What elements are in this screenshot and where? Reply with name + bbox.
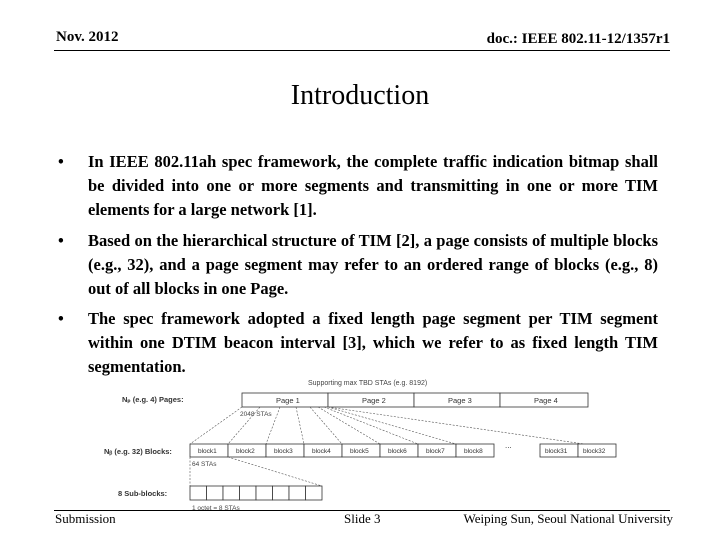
bullet-item: [58, 229, 658, 301]
bullet-item: [58, 307, 658, 379]
page-sta-label: 2048 STAs: [240, 411, 272, 418]
subblocks-label: 8 Sub-blocks:: [118, 489, 168, 498]
footer-slide-number: Slide 3: [344, 511, 381, 526]
page-label: Page 1: [276, 396, 300, 405]
header-date: Nov. 2012: [56, 29, 119, 45]
bullet-text: Based on the hierarchical structure of TIM [2], a page consists of multiple blocks (e.g., 32), and a page segment may refer to an ordered range of blocks (e.g., 8) out of all blocks in one Page.: [88, 231, 658, 298]
subblock-box: [306, 486, 323, 500]
subblock-box: [190, 486, 207, 500]
block-label: block6: [388, 448, 407, 455]
block-label: block2: [236, 448, 255, 455]
bullet-text: The spec framework adopted a fixed length page segment per TIM segment within one DTIM beacon interval [3], which we refer to as fixed length TIM segmentation.: [88, 309, 658, 376]
block-sta-label: 64 STAs: [192, 461, 217, 468]
subblock-box: [240, 486, 257, 500]
block-label: block7: [426, 448, 445, 455]
slide-title: Introduction: [290, 80, 430, 111]
subblock-box: [207, 486, 224, 500]
footer-author: Weiping Sun, Seoul National University: [463, 511, 673, 526]
bullet-dot: •: [58, 231, 64, 250]
page-label: Page 4: [534, 396, 558, 405]
pages-label: Nₚ (e.g. 4) Pages:: [122, 395, 184, 404]
block-label: block8: [464, 448, 483, 455]
subblock-box: [256, 486, 273, 500]
bullet-dot: •: [58, 152, 64, 171]
subblock-box: [273, 486, 290, 500]
subblock-box: [289, 486, 306, 500]
block-label: block31: [545, 448, 568, 455]
block-label: block32: [583, 448, 606, 455]
bullet-item: [58, 150, 658, 222]
footer-submission: Submission: [55, 511, 116, 526]
tim-hierarchy-diagram: [100, 376, 660, 514]
block-label: block1: [198, 448, 217, 455]
page-label: Page 2: [362, 396, 386, 405]
subblock-box: [223, 486, 240, 500]
subblocks-row: [190, 486, 322, 500]
header-doc-id: doc.: IEEE 802.11-12/1357r1: [486, 31, 670, 47]
blocks-label: Nᵦ (e.g. 32) Blocks:: [104, 447, 172, 456]
blocks-ellipsis: ...: [505, 441, 512, 450]
diagram-top-label: Supporting max TBD STAs (e.g. 8192): [308, 380, 428, 387]
block-label: block3: [274, 448, 293, 455]
bullet-text: In IEEE 802.11ah spec framework, the complete traffic indication bitmap shall be divided into one or more segments and transmitting in one or more TIM elements for a large network [1].: [88, 152, 658, 219]
octet-label: 1 octet = 8 STAs: [192, 505, 240, 512]
bullet-dot: •: [58, 309, 64, 328]
blocks-row: [190, 441, 616, 457]
block-label: block5: [350, 448, 369, 455]
page-label: Page 3: [448, 396, 472, 405]
header-divider: [54, 50, 670, 51]
block-label: block4: [312, 448, 331, 455]
